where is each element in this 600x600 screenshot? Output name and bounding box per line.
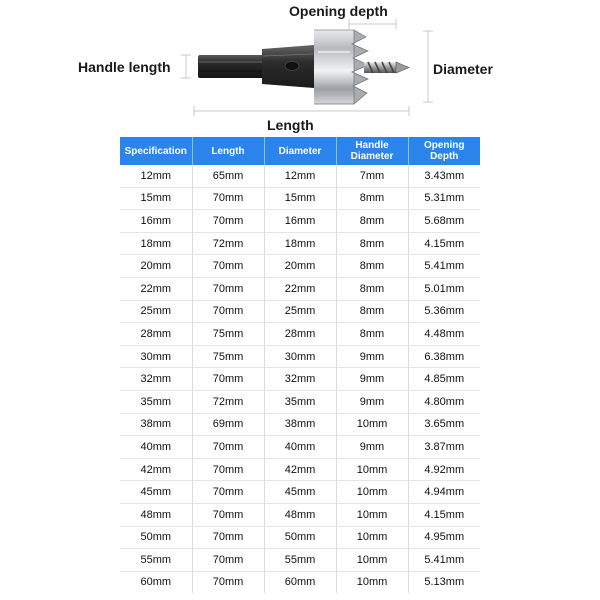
cell-opening-depth: 4.80mm — [408, 390, 480, 413]
cell-opening-depth: 4.94mm — [408, 481, 480, 504]
table-row — [120, 187, 480, 210]
cell-opening-depth: 3.65mm — [408, 413, 480, 436]
cell-length: 70mm — [192, 210, 264, 233]
cell-diameter: 25mm — [264, 300, 336, 323]
cell-diameter: 12mm — [264, 165, 336, 187]
cell-diameter: 28mm — [264, 323, 336, 346]
cell-diameter: 20mm — [264, 255, 336, 278]
cell-length: 70mm — [192, 300, 264, 323]
cell-handle-diameter: 9mm — [336, 345, 408, 368]
table-row — [120, 481, 480, 504]
cutter-cup — [314, 30, 368, 104]
cell-handle-diameter: 9mm — [336, 368, 408, 391]
cell-opening-depth: 4.15mm — [408, 232, 480, 255]
cell-specification: 40mm — [120, 436, 192, 459]
cell-diameter: 48mm — [264, 503, 336, 526]
cell-opening-depth: 5.31mm — [408, 187, 480, 210]
cell-length: 72mm — [192, 232, 264, 255]
hex-shank — [198, 55, 264, 78]
cell-opening-depth: 6.38mm — [408, 345, 480, 368]
table-row — [120, 526, 480, 549]
cell-opening-depth: 5.41mm — [408, 255, 480, 278]
cell-specification: 30mm — [120, 345, 192, 368]
cell-specification: 48mm — [120, 503, 192, 526]
table-row — [120, 503, 480, 526]
cell-specification: 15mm — [120, 187, 192, 210]
cell-handle-diameter: 10mm — [336, 413, 408, 436]
table-row — [120, 255, 480, 278]
cell-opening-depth: 4.95mm — [408, 526, 480, 549]
cell-diameter: 22mm — [264, 277, 336, 300]
table-row — [120, 390, 480, 413]
cell-opening-depth: 4.15mm — [408, 503, 480, 526]
cell-opening-depth: 3.87mm — [408, 436, 480, 459]
cell-specification: 35mm — [120, 390, 192, 413]
header-specification: Specification — [120, 137, 192, 165]
cell-length: 70mm — [192, 368, 264, 391]
cell-handle-diameter: 8mm — [336, 210, 408, 233]
cell-length: 70mm — [192, 277, 264, 300]
cell-handle-diameter: 9mm — [336, 436, 408, 459]
cell-diameter: 50mm — [264, 526, 336, 549]
opening-depth-label: Opening depth — [289, 3, 388, 19]
table-header-row — [120, 137, 480, 165]
cell-handle-diameter: 8mm — [336, 300, 408, 323]
cell-handle-diameter: 10mm — [336, 526, 408, 549]
cell-handle-diameter: 8mm — [336, 277, 408, 300]
cell-diameter: 42mm — [264, 458, 336, 481]
table-row — [120, 549, 480, 572]
cell-diameter: 18mm — [264, 232, 336, 255]
cell-specification: 22mm — [120, 277, 192, 300]
cell-opening-depth: 4.85mm — [408, 368, 480, 391]
header-diameter: Diameter — [264, 137, 336, 165]
cell-specification: 50mm — [120, 526, 192, 549]
table-body — [120, 165, 480, 593]
cell-diameter: 60mm — [264, 571, 336, 593]
cell-handle-diameter: 8mm — [336, 255, 408, 278]
handle-length-label: Handle length — [78, 59, 171, 75]
diameter-label: Diameter — [433, 61, 493, 77]
cell-handle-diameter: 10mm — [336, 571, 408, 593]
table-row — [120, 165, 480, 187]
cell-specification: 16mm — [120, 210, 192, 233]
cell-opening-depth: 3.43mm — [408, 165, 480, 187]
cell-length: 75mm — [192, 345, 264, 368]
cell-handle-diameter: 8mm — [336, 232, 408, 255]
cell-handle-diameter: 9mm — [336, 390, 408, 413]
table-row — [120, 232, 480, 255]
table-row — [120, 210, 480, 233]
cell-opening-depth: 5.01mm — [408, 277, 480, 300]
cell-handle-diameter: 10mm — [336, 481, 408, 504]
cell-length: 72mm — [192, 390, 264, 413]
cell-handle-diameter: 10mm — [336, 458, 408, 481]
cell-opening-depth: 5.13mm — [408, 571, 480, 593]
table-row — [120, 323, 480, 346]
table-row — [120, 368, 480, 391]
cell-specification: 25mm — [120, 300, 192, 323]
cell-length: 70mm — [192, 458, 264, 481]
cell-specification: 18mm — [120, 232, 192, 255]
cell-diameter: 35mm — [264, 390, 336, 413]
cell-handle-diameter: 8mm — [336, 187, 408, 210]
cell-diameter: 30mm — [264, 345, 336, 368]
cell-specification: 45mm — [120, 481, 192, 504]
cell-diameter: 16mm — [264, 210, 336, 233]
cell-length: 70mm — [192, 526, 264, 549]
cell-specification: 38mm — [120, 413, 192, 436]
cell-opening-depth: 5.68mm — [408, 210, 480, 233]
table-row — [120, 436, 480, 459]
cell-diameter: 38mm — [264, 413, 336, 436]
specification-table — [120, 137, 480, 593]
cell-handle-diameter: 7mm — [336, 165, 408, 187]
cell-specification: 20mm — [120, 255, 192, 278]
cell-diameter: 32mm — [264, 368, 336, 391]
cell-length: 70mm — [192, 571, 264, 593]
cell-specification: 60mm — [140, 576, 172, 589]
table-row — [120, 413, 480, 436]
header-length: Length — [192, 137, 264, 165]
cell-specification: 55mm — [120, 549, 192, 572]
cell-handle-diameter: 10mm — [336, 503, 408, 526]
cell-opening-depth: 4.48mm — [408, 323, 480, 346]
cell-length: 70mm — [192, 481, 264, 504]
cell-specification: 12mm — [120, 165, 192, 187]
cell-specification: 28mm — [120, 323, 192, 346]
cell-opening-depth: 5.41mm — [408, 549, 480, 572]
cell-diameter: 40mm — [264, 436, 336, 459]
cell-length: 70mm — [192, 503, 264, 526]
cell-length: 70mm — [192, 255, 264, 278]
cell-opening-depth: 4.92mm — [408, 458, 480, 481]
header-opening-depth: Opening Depth — [408, 137, 480, 165]
cell-length: 70mm — [192, 187, 264, 210]
cell-diameter: 15mm — [264, 187, 336, 210]
length-label: Length — [267, 117, 314, 133]
cell-length: 69mm — [192, 413, 264, 436]
cell-handle-diameter: 10mm — [336, 549, 408, 572]
table-row — [120, 458, 480, 481]
cell-specification: 42mm — [120, 458, 192, 481]
table-row — [120, 300, 480, 323]
cell-diameter: 55mm — [264, 549, 336, 572]
pilot-drill — [364, 62, 409, 73]
header-handle-diameter: Handle Diameter — [336, 137, 408, 165]
hole-saw-diagram — [0, 0, 600, 135]
arbor — [262, 45, 314, 88]
cell-length: 70mm — [192, 549, 264, 572]
cell-opening-depth: 5.36mm — [408, 300, 480, 323]
cell-diameter: 45mm — [264, 481, 336, 504]
table-row — [120, 345, 480, 368]
cell-length: 65mm — [192, 165, 264, 187]
cell-length: 75mm — [192, 323, 264, 346]
table-row — [120, 571, 480, 593]
cell-handle-diameter: 8mm — [336, 323, 408, 346]
cell-length: 70mm — [192, 436, 264, 459]
table-row — [120, 277, 480, 300]
cell-specification: 32mm — [120, 368, 192, 391]
